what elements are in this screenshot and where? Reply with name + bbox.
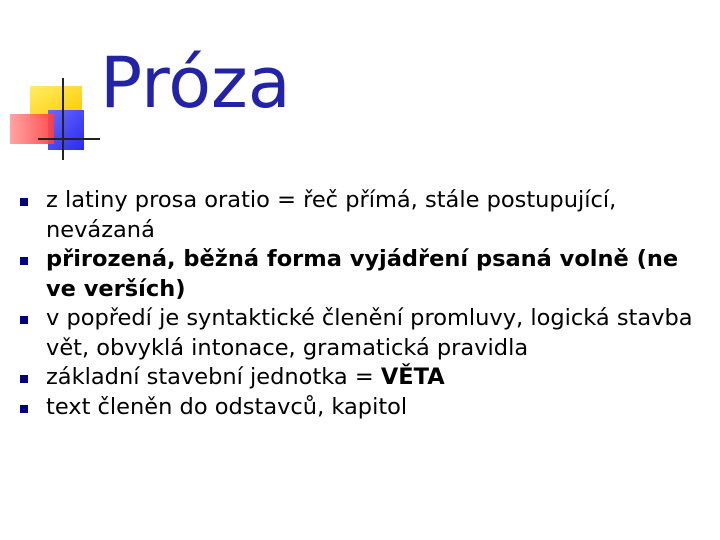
bullet-item [20, 363, 710, 393]
bullet-text: text členěn do odstavců, kapitol [46, 393, 408, 420]
bullet-text: základní stavební jednotka = [46, 364, 381, 390]
bullet-text: z latiny prosa oratio = řeč přímá, stále postupující, nevázaná [46, 187, 617, 243]
bullet-text: v popředí je syntaktické členění promluvy, logická stavba vět, obvyklá intonace, gramatická pravidla [46, 305, 693, 361]
bullet-marker [20, 375, 28, 383]
logo-squares-icon [0, 0, 110, 170]
bullet-item [20, 304, 710, 363]
bullet-item [20, 186, 710, 245]
bullet-marker [20, 257, 28, 265]
slide-title: Próza [100, 42, 291, 124]
bullet-text: přirozená, běžná forma vyjádření psaná volně (ne ve verších) [46, 246, 679, 302]
bullet-item [20, 245, 710, 304]
bullet-marker [20, 316, 28, 324]
bullet-marker [20, 198, 28, 206]
bullet-text-emphasis: VĚTA [380, 364, 445, 390]
bullet-marker [20, 405, 28, 413]
bullet-item [20, 393, 710, 423]
bullet-list [20, 186, 710, 422]
